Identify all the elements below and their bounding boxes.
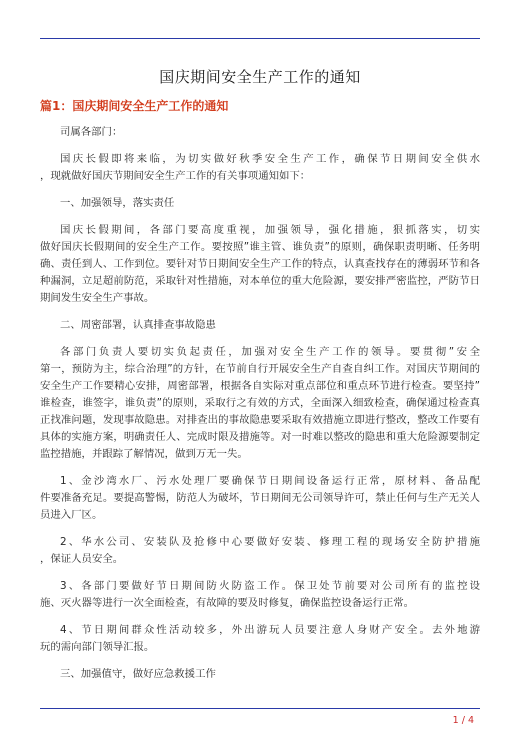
paragraph-line: 期间发生安全生产事故。 xyxy=(40,292,155,304)
paragraph xyxy=(40,344,480,463)
paragraph-line: 2、华水公司、安装队及抢修中心要做好安装、修理工程的现场安全防护措施 xyxy=(60,536,480,548)
paragraph-line: 具体的实施方案，明确责任人、完成时限及措施等。对一时难以整改的隐患和重大危险源要制定 xyxy=(40,431,480,443)
paragraph-gap xyxy=(40,612,480,622)
paragraph-gap xyxy=(40,307,480,317)
paragraph-line: 安全生产工作要精心安排，周密部署，根据各自实际对重点部位和重点环节进行检查。要坚持” xyxy=(40,380,480,392)
paragraph-line: 三、加强值守，做好应急救援工作 xyxy=(60,668,216,680)
paragraph xyxy=(40,151,480,185)
paragraph-gap xyxy=(40,463,480,473)
page-indicator: 1 / 4 xyxy=(452,715,474,726)
paragraph-line: ，现就做好国庆节期间安全生产工作的有关事项通知如下： xyxy=(40,170,311,182)
paragraph-gap xyxy=(40,334,480,344)
paragraph-line: 第一，预防为主，综合治理”的方针，在节前自行开展安全生产自查自纠工作。对国庆节期间的 xyxy=(40,363,480,375)
paragraph xyxy=(40,622,480,656)
paragraph-line: 玩的需向部门领导汇报。 xyxy=(40,641,155,653)
paragraph xyxy=(40,195,480,212)
paragraph xyxy=(40,317,480,334)
paragraph-line: 二、周密部署，认真排查事故隐患 xyxy=(60,319,216,331)
paragraph-line: 国庆长假即将来临，为切实做好秋季安全生产工作，确保节日期间安全供水 xyxy=(60,153,480,165)
paragraph-gap xyxy=(40,141,480,151)
paragraph-gap xyxy=(40,185,480,195)
paragraph-line: 件要准备充足。要提高警惕，防范人为破坏，节日期间无公司领导许可，禁止任何与生产无关人 xyxy=(40,492,480,504)
paragraph-line: 1、金沙湾水厂、污水处理厂要确保节日期间设备运行正常，原材料、备品配 xyxy=(60,475,480,487)
paragraph-line: 3、各部门要做好节日期间防火防盗工作。保卫处节前要对公司所有的监控设 xyxy=(60,580,480,592)
paragraph-gap xyxy=(40,212,480,222)
paragraph-line: 员进入厂区。 xyxy=(40,509,103,521)
paragraph-line: 各部门负责人要切实负起责任，加强对安全生产工作的领导。要贯彻”安全 xyxy=(60,346,480,358)
paragraph-gap xyxy=(40,568,480,578)
paragraph-line: 监控措施，并跟踪了解情况，做到万无一失。 xyxy=(40,448,248,460)
paragraph-gap xyxy=(40,656,480,666)
paragraph xyxy=(40,666,480,683)
paragraph-line: 确、责任到人、工作到位。要针对节日期间安全生产工作的特点，认真查找存在的薄弱环节和各 xyxy=(40,258,480,270)
paragraph-gap xyxy=(40,524,480,534)
paragraph-line: 施、灭火器等进行一次全面检查，有故障的要及时修复，确保监控设备运行正常。 xyxy=(40,597,415,609)
paragraph xyxy=(40,124,480,141)
paragraph-line: 正找准问题，发现事故隐患。对排查出的事故隐患要采取有效措施立即进行整改，整改工作要有 xyxy=(40,414,480,426)
paragraph-line: 做好国庆长假期间的安全生产工作。要按照”谁主管、谁负责”的原则，确保职责明晰、任务明 xyxy=(40,241,480,253)
paragraph-line: 国庆长假期间，各部门要高度重视，加强领导，强化措施，狠抓落实，切实 xyxy=(60,224,480,236)
paragraph xyxy=(40,222,480,307)
document-title: 国庆期间安全生产工作的通知 xyxy=(159,68,361,86)
paragraph-line: 司属各部门： xyxy=(60,126,123,138)
header-rule xyxy=(40,38,480,39)
paragraph xyxy=(40,473,480,524)
paragraph-line: 4、节日期间群众性活动较多，外出游玩人员要注意人身财产安全。去外地游 xyxy=(60,624,480,636)
footer-rule xyxy=(40,708,480,709)
document-body xyxy=(40,124,480,683)
paragraph-line: ，保证人员安全。 xyxy=(40,553,124,565)
paragraph xyxy=(40,578,480,612)
section-heading: 篇1：国庆期间安全生产工作的通知 xyxy=(40,99,229,113)
paragraph-line: 种漏洞，立足超前防范，采取针对性措施，对本单位的重大危险源，要安排严密监控，严防节日 xyxy=(40,275,480,287)
paragraph-line: 一、加强领导，落实责任 xyxy=(60,197,175,209)
paragraph-line: 谁检查，谁签字，谁负责”的原则，采取行之有效的方式，全面深入细致检查，确保通过检查真 xyxy=(40,397,480,409)
paragraph xyxy=(40,534,480,568)
